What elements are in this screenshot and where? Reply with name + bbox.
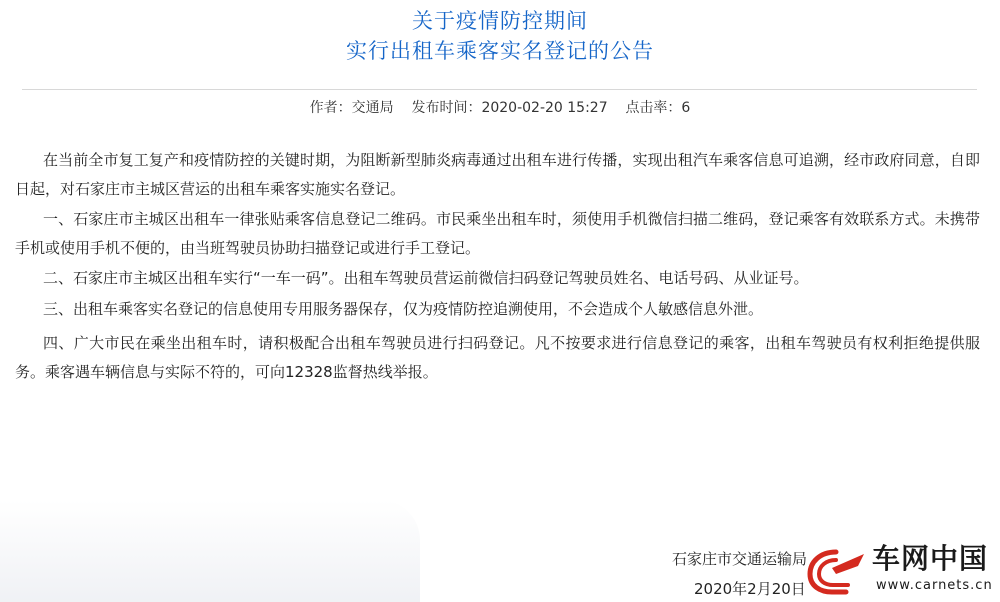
paragraph-item-4: 四、广大市民在乘坐出租车时，请积极配合出租车驾驶员进行扫码登记。凡不按要求进行信息登记的乘客，出租车驾驶员有权利拒绝提供服务。乘客遇车辆信息与实际不符的，可向12328监督热线举报。: [15, 334, 980, 381]
signature-org: 石家庄市交通运输局: [672, 550, 808, 568]
watermark: [806, 540, 996, 600]
article-meta: [0, 98, 1000, 118]
publish-time-label: 发布时间：2020-02-20 15:27: [411, 100, 608, 116]
page-title-line1: 关于疫情防控期间: [412, 9, 588, 33]
watermark-name: 车网中国: [872, 542, 989, 575]
paragraph-intro: 在当前全市复工复产和疫情防控的关键时期，为阻断新型肺炎病毒通过出租车进行传播，实现出租汽车乘客信息可追溯，经市政府同意，自即日起，对石家庄市主城区营运的出租车乘客实施实名登记。: [15, 151, 980, 198]
paragraph-item-2: 二、石家庄市主城区出租车实行“一车一码”。出租车驾驶员营运前微信扫码登记驾驶员姓名、电话号码、从业证号。: [43, 269, 809, 287]
title-divider: [22, 89, 977, 90]
paragraph-item-1: 一、石家庄市主城区出租车一律张贴乘客信息登记二维码。市民乘坐出租车时，须使用手机微信扫描二维码，登记乘客有效联系方式。未携带手机或使用手机不便的，由当班驾驶员协助扫描登记或进行手工登记。: [15, 210, 980, 257]
paragraph-item-3: 三、出租车乘客实名登记的信息使用专用服务器保存，仅为疫情防控追溯使用，不会造成个人敏感信息外泄。: [43, 300, 764, 318]
bottom-shadow: [0, 500, 420, 602]
click-count-label: 点击率：6: [625, 100, 691, 116]
carnets-logo-icon: [806, 546, 866, 596]
author-label: 作者：交通局: [309, 100, 394, 116]
page-title-line2: 实行出租车乘客实名登记的公告: [346, 39, 654, 63]
watermark-url: www.carnets.cn: [876, 578, 993, 593]
signature-date: 2020年2月20日: [694, 580, 806, 598]
